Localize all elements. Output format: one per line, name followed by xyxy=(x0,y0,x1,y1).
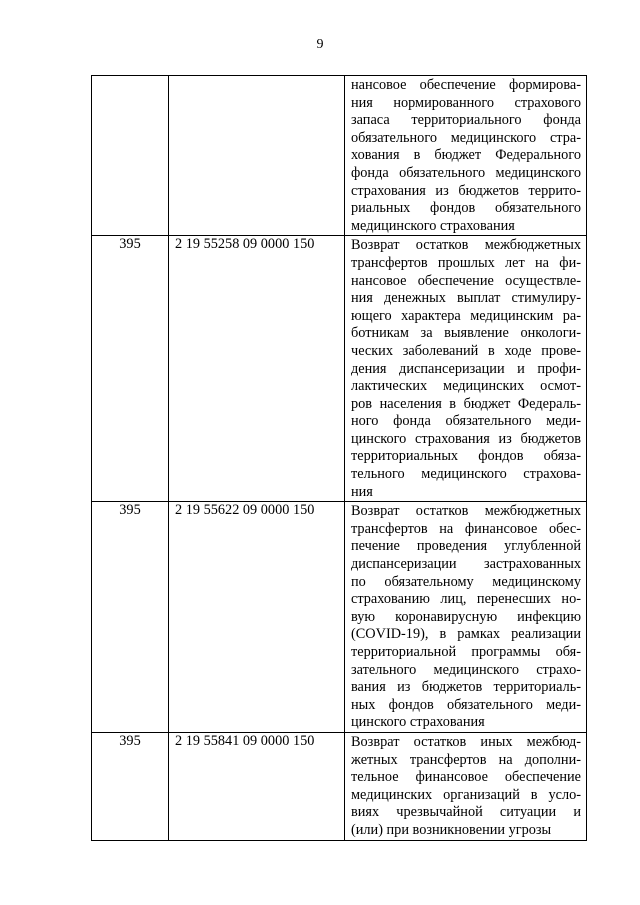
description-line: (COVID-19), в рамках реализации xyxy=(351,626,581,643)
description-line: печение проведения углубленной xyxy=(351,538,581,555)
description-line: ния денежных выплат стимулиру- xyxy=(351,290,581,307)
table-row xyxy=(92,236,587,502)
description-line: виях чрезвычайной ситуации и xyxy=(351,804,581,821)
description-line: нансовое обеспечение осуществле- xyxy=(351,272,581,289)
description-line: цинского страхования из бюджетов xyxy=(351,430,581,447)
description-line: цинского страхования xyxy=(351,714,485,731)
description-line: фонда обязательного медицинского xyxy=(351,164,581,181)
description-line: страхованию лиц, перенесших но- xyxy=(351,591,581,608)
description-line: диспансеризации застрахованных xyxy=(351,556,581,573)
description-line: медицинских организаций в усло- xyxy=(351,786,581,803)
budget-code-cell xyxy=(169,76,345,236)
description-line: ческих заболеваний в ходе прове- xyxy=(351,342,581,359)
description-line: Возврат остатков иных межбюд- xyxy=(351,733,581,750)
admin-code-cell: 395 xyxy=(92,732,169,840)
description-line: тельное финансовое обеспечение xyxy=(351,769,581,786)
description-line: Возврат остатков межбюджетных xyxy=(351,503,581,520)
description-line: Возврат остатков межбюджетных xyxy=(351,237,581,254)
table-row xyxy=(92,502,587,733)
description-line: ния нормированного страхового xyxy=(351,94,581,111)
description-line: ного фонда обязательного меди- xyxy=(351,413,581,430)
description-line: дения диспансеризации и профи- xyxy=(351,360,581,377)
description-line: ботникам за выявление онкологи- xyxy=(351,325,581,342)
admin-code-cell xyxy=(92,76,169,236)
description-cell xyxy=(345,732,587,840)
description-cell xyxy=(345,76,587,236)
description-line: нансовое обеспечение формирова- xyxy=(351,77,581,93)
description-line: хования в бюджет Федерального xyxy=(351,147,581,164)
description-line: зательного медицинского страхо- xyxy=(351,661,581,678)
description-line: трансфертов прошлых лет на фи- xyxy=(351,254,581,271)
description-cell xyxy=(345,502,587,733)
description-line: территориальных фондов обяза- xyxy=(351,448,581,465)
description-line: ров населения в бюджет Федераль- xyxy=(351,395,581,412)
description-line: обязательного медицинского стра- xyxy=(351,129,581,146)
table-row xyxy=(92,732,587,840)
description-line: лактических медицинских осмот- xyxy=(351,378,581,395)
budget-classification-table xyxy=(91,75,587,841)
admin-code-cell: 395 xyxy=(92,236,169,502)
description-line: территориальной программы обя- xyxy=(351,644,581,660)
budget-code-cell: 2 19 55622 09 0000 150 xyxy=(169,502,345,733)
admin-code-cell: 395 xyxy=(92,502,169,733)
page-number: 9 xyxy=(316,37,324,52)
description-line: запаса территориального фонда xyxy=(351,112,581,129)
description-line: трансфертов на финансовое обес- xyxy=(351,520,581,537)
description-line: (или) при возникновении угрозы xyxy=(351,821,552,838)
description-line: риальных фондов обязательного xyxy=(351,200,581,217)
description-line: страхования из бюджетов террито- xyxy=(351,182,581,199)
table-body xyxy=(92,76,587,841)
description-line: жетных трансфертов на дополни- xyxy=(351,751,581,768)
description-line: медицинского страхования xyxy=(351,217,515,234)
table-row xyxy=(92,76,587,236)
budget-code-cell: 2 19 55258 09 0000 150 xyxy=(169,236,345,502)
description-line: ющего характера медицинским ра- xyxy=(351,307,581,324)
description-line: ных фондов обязательного меди- xyxy=(351,696,581,713)
description-cell xyxy=(345,236,587,502)
description-line: по обязательному медицинскому xyxy=(351,573,581,590)
description-line: ния xyxy=(351,483,373,500)
description-line: вую коронавирусную инфекцию xyxy=(351,608,581,625)
budget-code-cell: 2 19 55841 09 0000 150 xyxy=(169,732,345,840)
description-line: вания из бюджетов территориаль- xyxy=(351,679,581,696)
description-line: тельного медицинского страхова- xyxy=(351,466,581,483)
